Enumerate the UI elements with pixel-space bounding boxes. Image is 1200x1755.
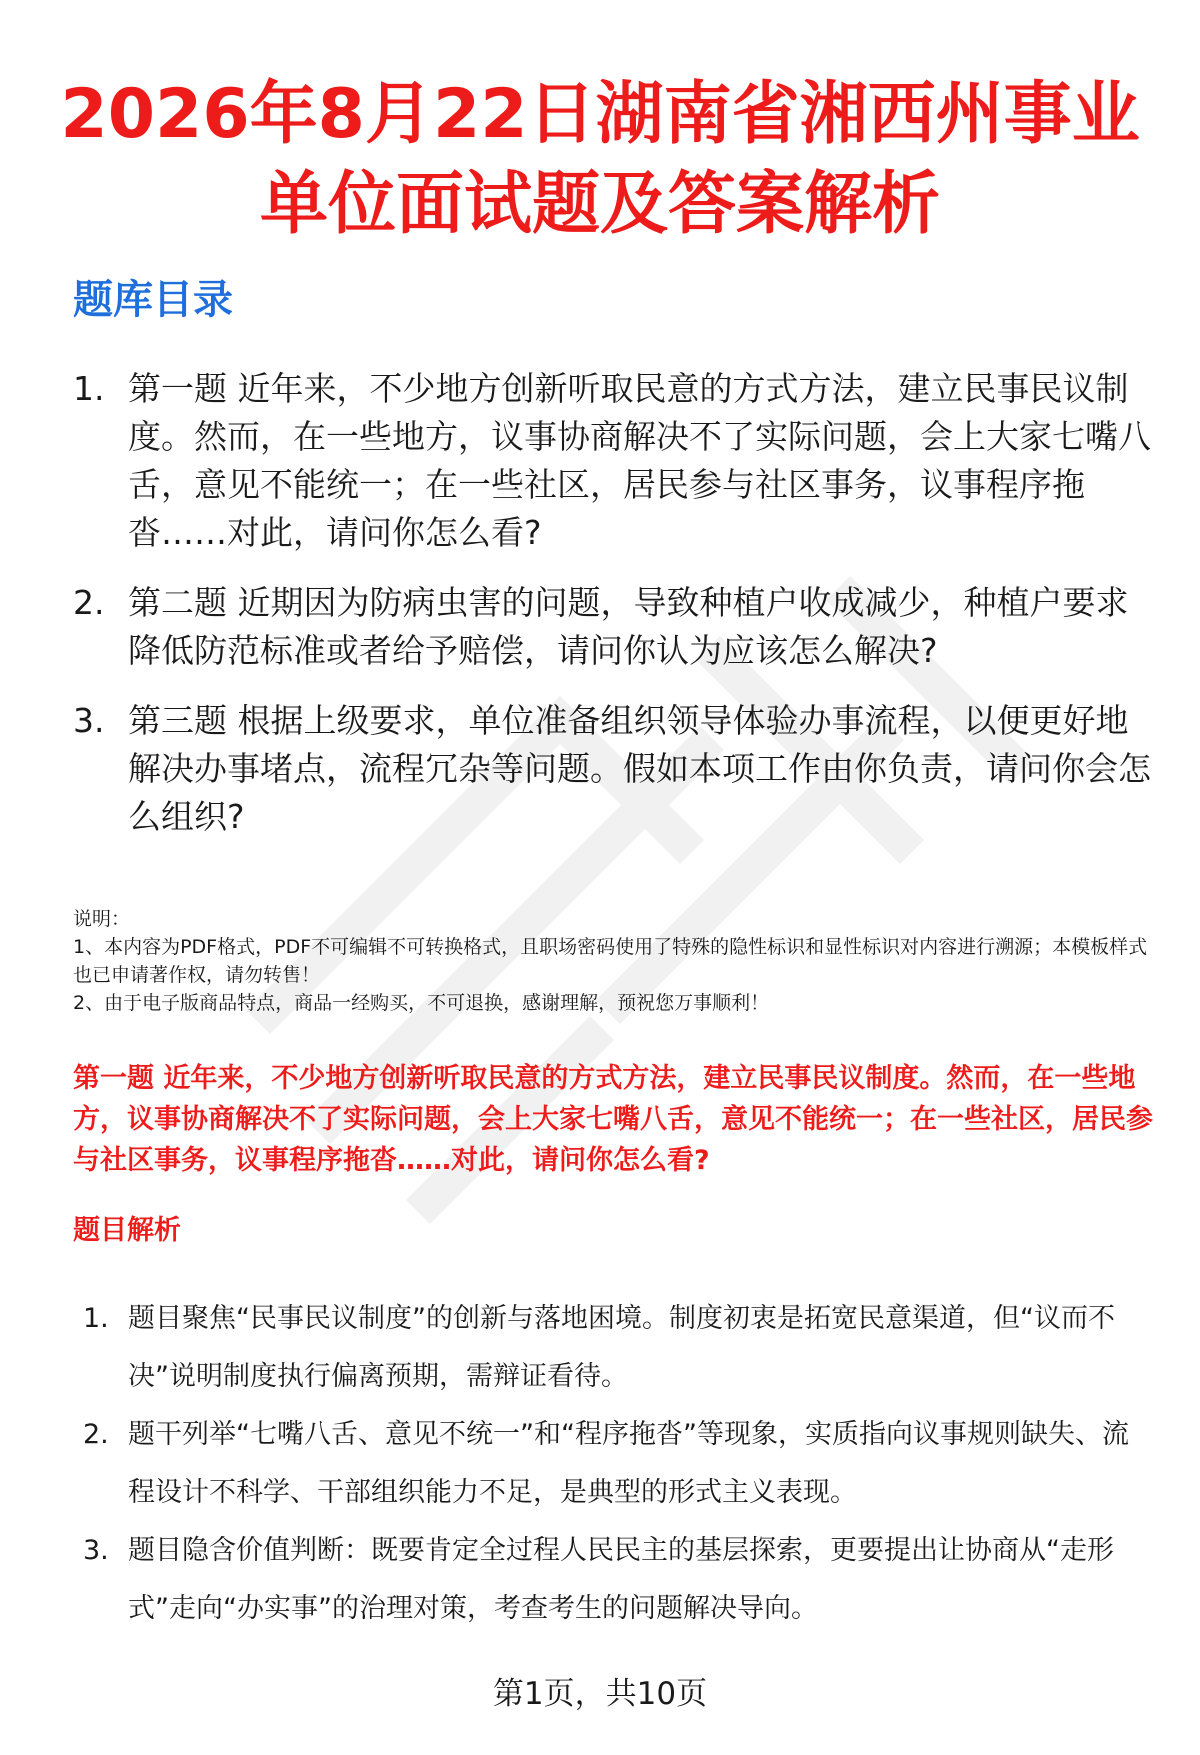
toc-item-number: 3. xyxy=(73,701,105,740)
analysis-item-text: 题目聚焦“民事民议制度”的创新与落地困境。制度初衷是拓宽民意渠道，但“议而不决”说明制度执行偏离预期，需辩证看待。 xyxy=(128,1303,1115,1392)
usage-note-line: 2、由于电子版商品特点，商品一经购买，不可退换，感谢理解，预祝您万事顺利！ xyxy=(73,992,770,1014)
toc-item[interactable] xyxy=(73,579,1153,675)
analysis-list xyxy=(73,1290,1153,1638)
analysis-item xyxy=(73,1406,1153,1522)
analysis-item xyxy=(73,1290,1153,1406)
toc-item-text: 第二题 近期因为防病虫害的问题，导致种植户收成减少，种植户要求降低防范标准或者给予赔偿，请问你认为应该怎么解决? xyxy=(128,583,1129,670)
toc-item-text: 第三题 根据上级要求，单位准备组织领导体验办事流程，以便更好地解决办事堵点，流程冗杂等问题。假如本项工作由你负责，请问你会怎么组织? xyxy=(128,701,1151,836)
toc-list xyxy=(73,365,1153,841)
document-title: 2026年8月22日湖南省湘西州事业单位面试题及答案解析 xyxy=(60,75,1140,244)
analysis-item-number: 1. xyxy=(83,1303,109,1334)
toc-heading: 题库目录 xyxy=(73,277,233,323)
toc-item-number: 1. xyxy=(73,369,105,408)
analysis-item-text: 题目隐含价值判断：既要肯定全过程人民民主的基层探索，更要提出让协商从“走形式”走向“办实事”的治理对策，考查考生的问题解决导向。 xyxy=(128,1535,1114,1624)
usage-note-label: 说明： xyxy=(73,908,131,930)
analysis-item-number: 3. xyxy=(83,1535,109,1566)
toc-item-text: 第一题 近年来，不少地方创新听取民意的方式方法，建立民事民议制度。然而，在一些地方，议事协商解决不了实际问题，会上大家七嘴八舌，意见不能统一；在一些社区，居民参与社区事务，议事程序拖沓……对此，请问你怎么看? xyxy=(128,369,1151,552)
analysis-item-number: 2. xyxy=(83,1419,109,1450)
usage-note xyxy=(73,905,1163,1017)
toc-item[interactable] xyxy=(73,697,1153,841)
page-number: 第1页，共10页 xyxy=(492,1676,708,1712)
toc-item-number: 2. xyxy=(73,583,105,622)
analysis-item xyxy=(73,1522,1153,1638)
analysis-heading: 题目解析 xyxy=(73,1215,181,1246)
usage-note-line: 1、本内容为PDF格式，PDF不可编辑不可转换格式，且职场密码使用了特殊的隐性标识和显性标识对内容进行溯源；本模板样式也已申请著作权，请勿转售！ xyxy=(73,936,1148,986)
analysis-item-text: 题干列举“七嘴八舌、意见不统一”和“程序拖沓”等现象，实质指向议事规则缺失、流程设计不科学、干部组织能力不足，是典型的形式主义表现。 xyxy=(128,1419,1129,1508)
toc-item[interactable] xyxy=(73,365,1153,557)
question-heading: 第一题 近年来，不少地方创新听取民意的方式方法，建立民事民议制度。然而，在一些地方，议事协商解决不了实际问题，会上大家七嘴八舌，意见不能统一；在一些社区，居民参与社区事务，议事程序拖沓……对此，请问你怎么看? xyxy=(73,1063,1153,1176)
